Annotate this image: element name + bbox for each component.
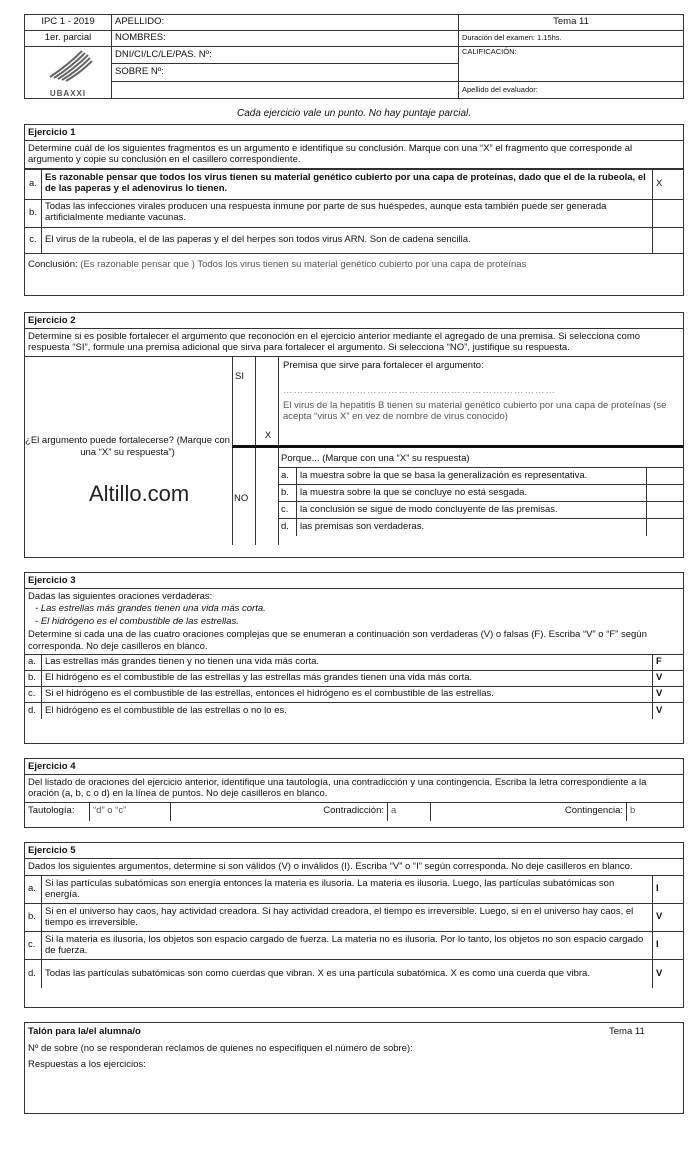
option-row: a. Es razonable pensar que todos los virus tienen su material genético cubierto por una capa de proteínas, dado que el de la rubeola, el de las paperas y el adenovirus lo tienen. X (25, 169, 683, 199)
exercise-1 (24, 124, 684, 296)
option-mark-box[interactable] (653, 227, 684, 253)
dni-field[interactable]: DNI/CI/LC/LE/PAS. Nº: (112, 47, 459, 64)
exercise-3-instructions: Determine si cada una de las cuatro oraciones complejas que se enumeran a continuación son verdaderas (V) o falsas (F). Escriba “V” o “F” según corresponda. No deje casilleros en blanco. (25, 627, 683, 655)
answer-box[interactable]: V (653, 687, 684, 703)
si-mark-box[interactable]: X (264, 429, 272, 441)
exercise-3-intro: Dadas las siguientes oraciones verdaderas: (28, 591, 213, 602)
watermark: Altillo.com (89, 480, 190, 506)
exercise-4 (24, 758, 684, 828)
stub-title: Talón para la/el alumna/o (28, 1026, 141, 1037)
blank-field (112, 81, 459, 98)
ubaxxi-logo-icon (38, 47, 98, 87)
answer-box[interactable]: F (653, 655, 684, 671)
duracion-label: Duración del examen: 1.15hs. (459, 31, 684, 47)
evaluador-field[interactable]: Apellido del evaluador: (459, 81, 684, 98)
no-mark-box[interactable] (261, 452, 277, 544)
contingencia-answer[interactable]: b (627, 803, 684, 821)
answer-box[interactable]: V (653, 904, 684, 932)
calificacion-field[interactable]: CALIFICACIÓN: (459, 47, 684, 82)
option-row: b. Todas las infecciones virales producen una respuesta inmune por parte de sus huéspedes, aunque esta también puede ser generada artificialmente mediante vacunas. (25, 199, 683, 227)
exercise-5-title: Ejercicio 5 (25, 843, 683, 859)
reason-mark-box[interactable] (647, 519, 684, 536)
no-label: NO (234, 492, 249, 504)
given-sentence: - Las estrellas más grandes tienen una vida más corta. (35, 603, 266, 615)
option-mark-box[interactable]: X (653, 169, 684, 199)
reason-mark-box[interactable] (647, 485, 684, 502)
argument-row: a. Si las partículas subatómicas son energía entonces la materia es ilusoria. La materia es ilusoria. Luego, las partículas subatómicas son energía. I (25, 876, 683, 904)
option-row: c. El virus de la rubeola, el de las paperas y el del herpes son todos virus ARN. Son de cadena sencilla. (25, 227, 683, 253)
contradiccion-label: Contradicción: (171, 803, 388, 821)
scoring-note: Cada ejercicio vale un punto. No hay puntaje parcial. (236, 108, 472, 119)
section-divider (232, 445, 683, 448)
si-label: SI (235, 370, 244, 382)
given-sentence: - El hidrógeno es el combustible de las estrellas. (35, 615, 239, 627)
sentence-row: a. Las estrellas más grandes tienen y no tienen una vida más corta. F (25, 655, 683, 671)
exercise-5-table (25, 875, 683, 988)
sentence-row: d. El hidrógeno es el combustible de las estrellas o no lo es. V (25, 703, 683, 719)
option-text: El virus de la rubeola, el de las paperas y el del herpes son todos virus ARN. Son de cadena sencilla. (42, 227, 653, 253)
answer-box[interactable]: V (653, 671, 684, 687)
porque-label: Porque... (Marque con una “X” su respuesta) (278, 451, 683, 468)
tautologia-label: Tautología: (25, 803, 90, 821)
contradiccion-answer[interactable]: a (388, 803, 431, 821)
stub-tema: Tema 11 (609, 1026, 645, 1037)
exercise-3-title: Ejercicio 3 (25, 573, 683, 589)
reason-row: a. la muestra sobre la que se basa la generalización es representativa. (278, 468, 683, 485)
answer-box[interactable]: I (653, 932, 684, 960)
answer-box[interactable]: I (653, 876, 684, 904)
course-label: IPC 1 - 2019 (25, 15, 112, 31)
exercise-2-title: Ejercicio 2 (25, 313, 683, 329)
stub-respuestas[interactable]: Respuestas a los ejercicios: (28, 1059, 146, 1071)
conclusion-answer: (Es razonable pensar que ) Todos los virus tienen su material genético cubierto por una capa de proteínas (80, 258, 527, 270)
ubaxxi-logo (25, 47, 112, 99)
premise-dotted-line: …………………………………………………………………… (283, 384, 556, 396)
exercise-2-instructions: Determine si es posible fortalecer el argumento que reconoción en el ejercicio anterior mediante el agregado de una premisa. Si selecciona como respuesta “SI”, formule una premisa adicional que sirva para fortalecer el argumento. Si selecciona “NO”, justifique su respuesta. (25, 329, 683, 357)
reason-row: c. la conclusión se sigue de modo concluyente de las premisas. (278, 502, 683, 519)
tema-label: Tema 11 (459, 15, 684, 31)
conclusion-label: Conclusión: (28, 258, 78, 270)
exercise-1-title: Ejercicio 1 (25, 125, 683, 141)
argument-row: d. Todas las partículas subatómicas son como cuerdas que vibran. X es una partícula subatómica. X es como una cuerda que vibra. V (25, 960, 683, 988)
reason-mark-box[interactable] (647, 502, 684, 519)
exercise-3 (24, 572, 684, 744)
exam-header (24, 14, 684, 99)
option-text: Es razonable pensar que todos los virus tienen su material genético cubierto por una capa de proteínas, dado que el de la rubeola, el de las paperas y el adenovirus lo tienen. (42, 169, 653, 199)
option-mark-box[interactable] (653, 199, 684, 227)
exercise-4-instructions: Del listado de oraciones del ejercicio anterior, identifique una tautología, una contradicción y una contingencia. Escriba la letra correspondiente a la oración (a, b, c o d) en la línea de puntos. No deje casilleros en blanco. (25, 775, 683, 803)
option-text: Todas las infecciones virales producen una respuesta inmune por parte de sus huéspedes, aunque esta también puede ser generada artificialmente mediante vacunas. (42, 199, 653, 227)
answer-box[interactable]: V (653, 703, 684, 719)
apellido-field[interactable]: APELLIDO: (112, 15, 459, 31)
exercise-1-options (25, 169, 683, 254)
nombres-field[interactable]: NOMBRES: (112, 31, 459, 47)
premise-answer[interactable]: El virus de la hepatitis B tienen su material genético cubierto por una capa de proteínas (se acepta “virus X” en vez de nombre de virus conocido) (283, 399, 667, 423)
premise-label: Premisa que sirve para fortalecer el argumento: (283, 359, 484, 371)
exercise-4-answers (25, 803, 683, 821)
answer-box[interactable]: V (653, 960, 684, 988)
sentence-row: b. El hidrógeno es el combustible de las estrellas y las estrellas más grandes tienen una vida más corta. V (25, 671, 683, 687)
exercise-4-title: Ejercicio 4 (25, 759, 683, 775)
tautologia-answer[interactable]: “d” o “c” (90, 803, 171, 821)
logo-text: UBAXXI (49, 88, 87, 98)
exercise-3-table (25, 655, 683, 719)
exercise-1-instructions: Determine cuál de los siguientes fragmentos es un argumento e identifique su conclusión. Marque con una “X” el fragmento que corresponde al argumento y copie su conclusión en el casillero correspondiente. (25, 141, 683, 169)
contingencia-label: Contingencia: (431, 803, 627, 821)
argument-row: b. Si en el universo hay caos, hay actividad creadora. Si hay actividad creadora, el tiempo es irreversible. Luego, si en el universo hay caos, el tiempo es irreversible. V (25, 904, 683, 932)
stub-sobre[interactable]: Nº de sobre (no se responderan reclamos de quienes no especifiquen el número de sobre): (28, 1043, 413, 1054)
reasons-table (278, 451, 683, 536)
exam-type-label: 1er. parcial (25, 31, 112, 47)
reason-row: b. la muestra sobre la que se concluye no está sesgada. (278, 485, 683, 502)
student-stub (24, 1022, 684, 1114)
exercise-2 (24, 312, 684, 558)
reason-mark-box[interactable] (647, 468, 684, 485)
conclusion-box[interactable] (25, 254, 683, 272)
exercise-5 (24, 842, 684, 1008)
sobre-field[interactable]: SOBRE Nº: (112, 64, 459, 81)
argument-row: c. Si la materia es ilusoria, los objetos son espacio cargado de fuerza. La materia no es ilusoria. Por lo tanto, los objetos no son espacio cargado de fuerza. I (25, 932, 683, 960)
exercise-5-instructions: Dados los siguientes argumentos, determine si son válidos (V) o inválidos (I). Escriba “V” o “I” según corresponda. No deje casilleros en blanco. (28, 861, 633, 872)
sentence-row: c. Si el hidrógeno es el combustible de las estrellas, entonces el hidrógeno es el combustible de las estrellas. V (25, 687, 683, 703)
question-text: ¿El argumento puede fortalecerse? (Marque con una “X” su respuesta”) (25, 434, 230, 458)
reason-row: d. las premisas son verdaderas. (278, 519, 683, 536)
